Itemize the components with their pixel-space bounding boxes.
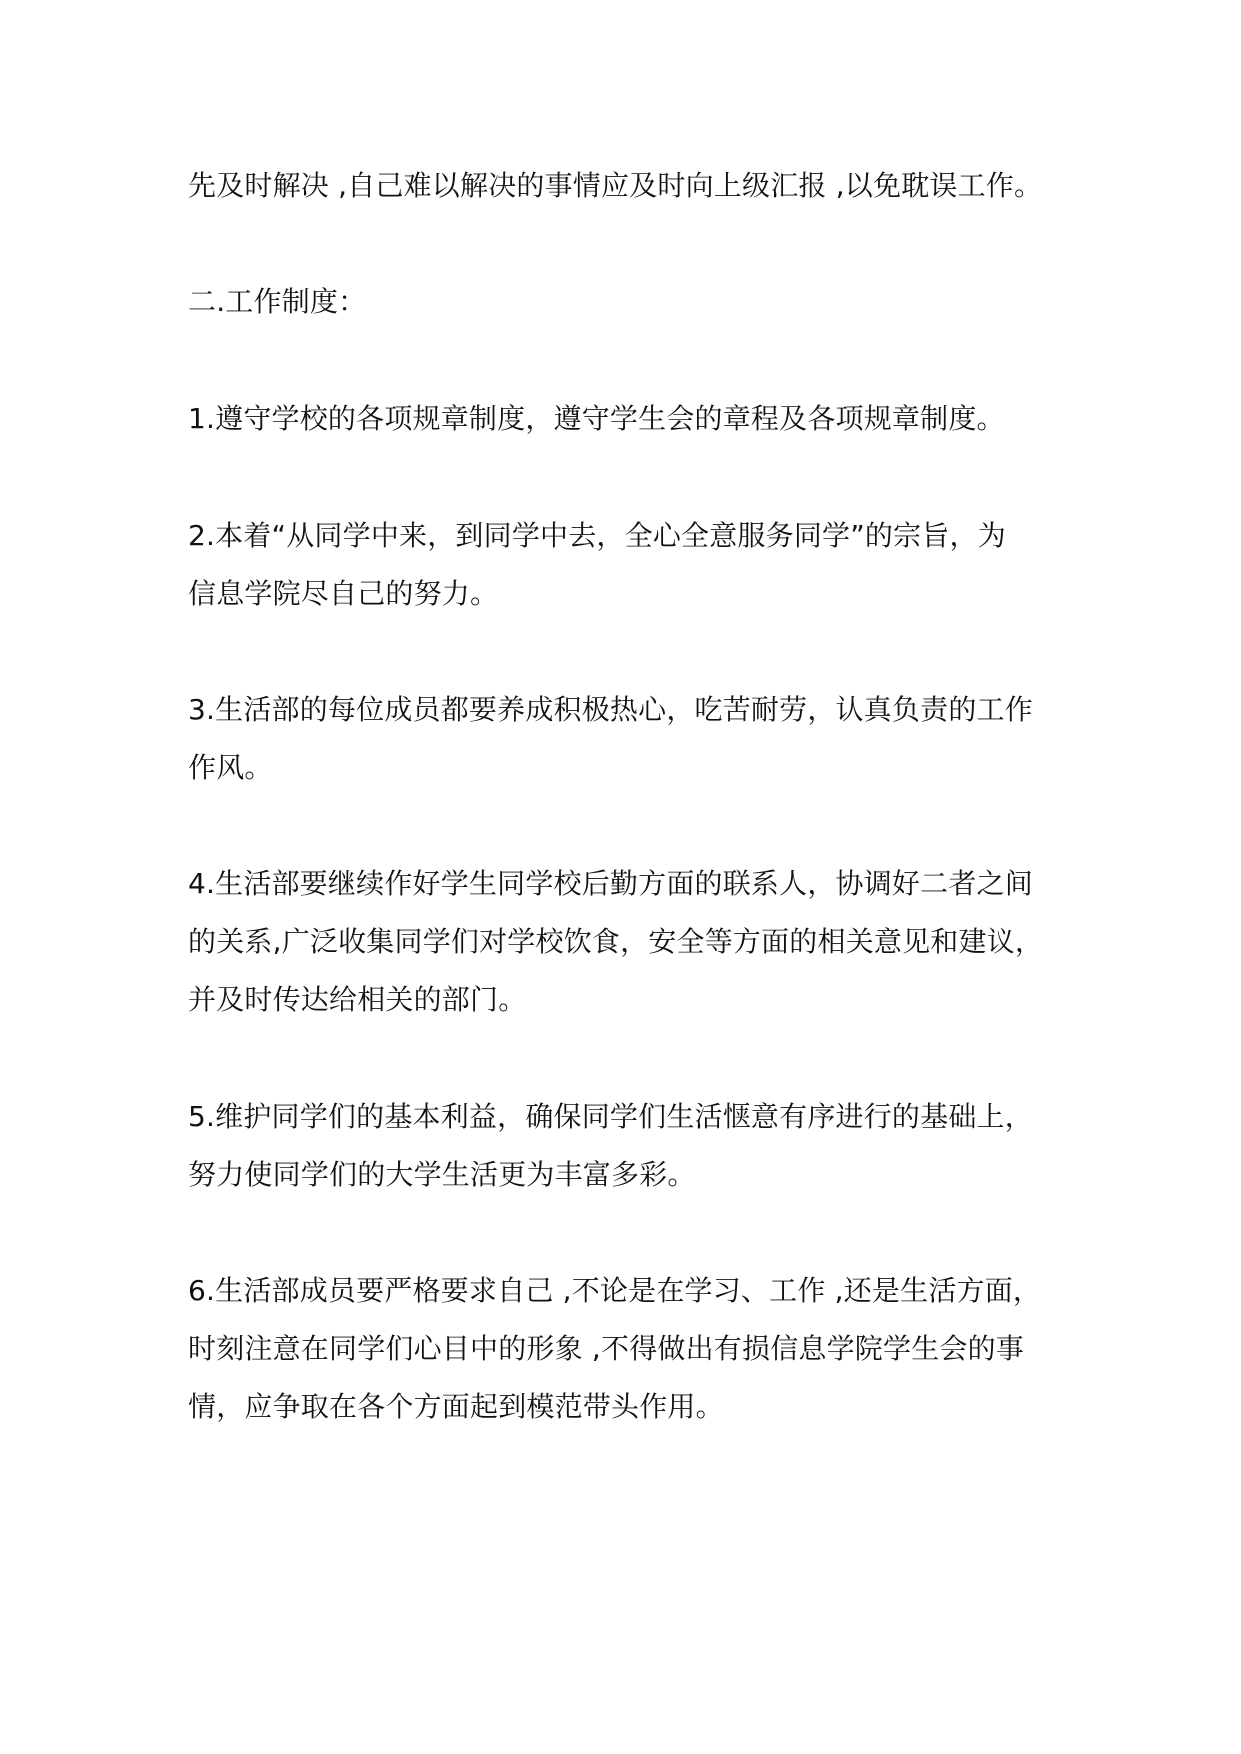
- rule-4-line-1: 4.生活部要继续作好学生同学校后勤方面的联系人，协调好二者之间: [188, 867, 1033, 900]
- rule-6-line-3: 情，应争取在各个方面起到模范带头作用。: [188, 1390, 724, 1423]
- rule-3-line-1: 3.生活部的每位成员都要养成积极热心，吃苦耐劳，认真负责的工作: [188, 693, 1033, 726]
- rule-6-line-1: 6.生活部成员要严格要求自己 ,不论是在学习、工作 ,还是生活方面，: [188, 1274, 1042, 1307]
- rule-4-line-3: 并及时传达给相关的部门。: [188, 983, 527, 1016]
- rule-4-line-2: 的关系,广泛收集同学们对学校饮食，安全等方面的相关意见和建议，: [188, 925, 1044, 958]
- rule-3-line-2: 作风。: [188, 751, 273, 784]
- rule-6-line-2: 时刻注意在同学们心目中的形象 ,不得做出有损信息学院学生会的事: [188, 1332, 1025, 1365]
- text-line-continuation: 先及时解决 ,自己难以解决的事情应及时向上级汇报 ,以免耽误工作。: [188, 169, 1043, 202]
- rule-2-line-2: 信息学院尽自己的努力。: [188, 577, 499, 610]
- rule-2-line-1: 2.本着“从同学中来，到同学中去，全心全意服务同学”的宗旨，为: [188, 519, 1006, 552]
- rule-1-line-1: 1.遵守学校的各项规章制度，遵守学生会的章程及各项规章制度。: [188, 402, 1005, 435]
- rule-5-line-1: 5.维护同学们的基本利益，确保同学们生活惬意有序进行的基础上，: [188, 1100, 1033, 1133]
- section-heading: 二.工作制度：: [188, 285, 367, 318]
- rule-5-line-2: 努力使同学们的大学生活更为丰富多彩。: [188, 1158, 696, 1191]
